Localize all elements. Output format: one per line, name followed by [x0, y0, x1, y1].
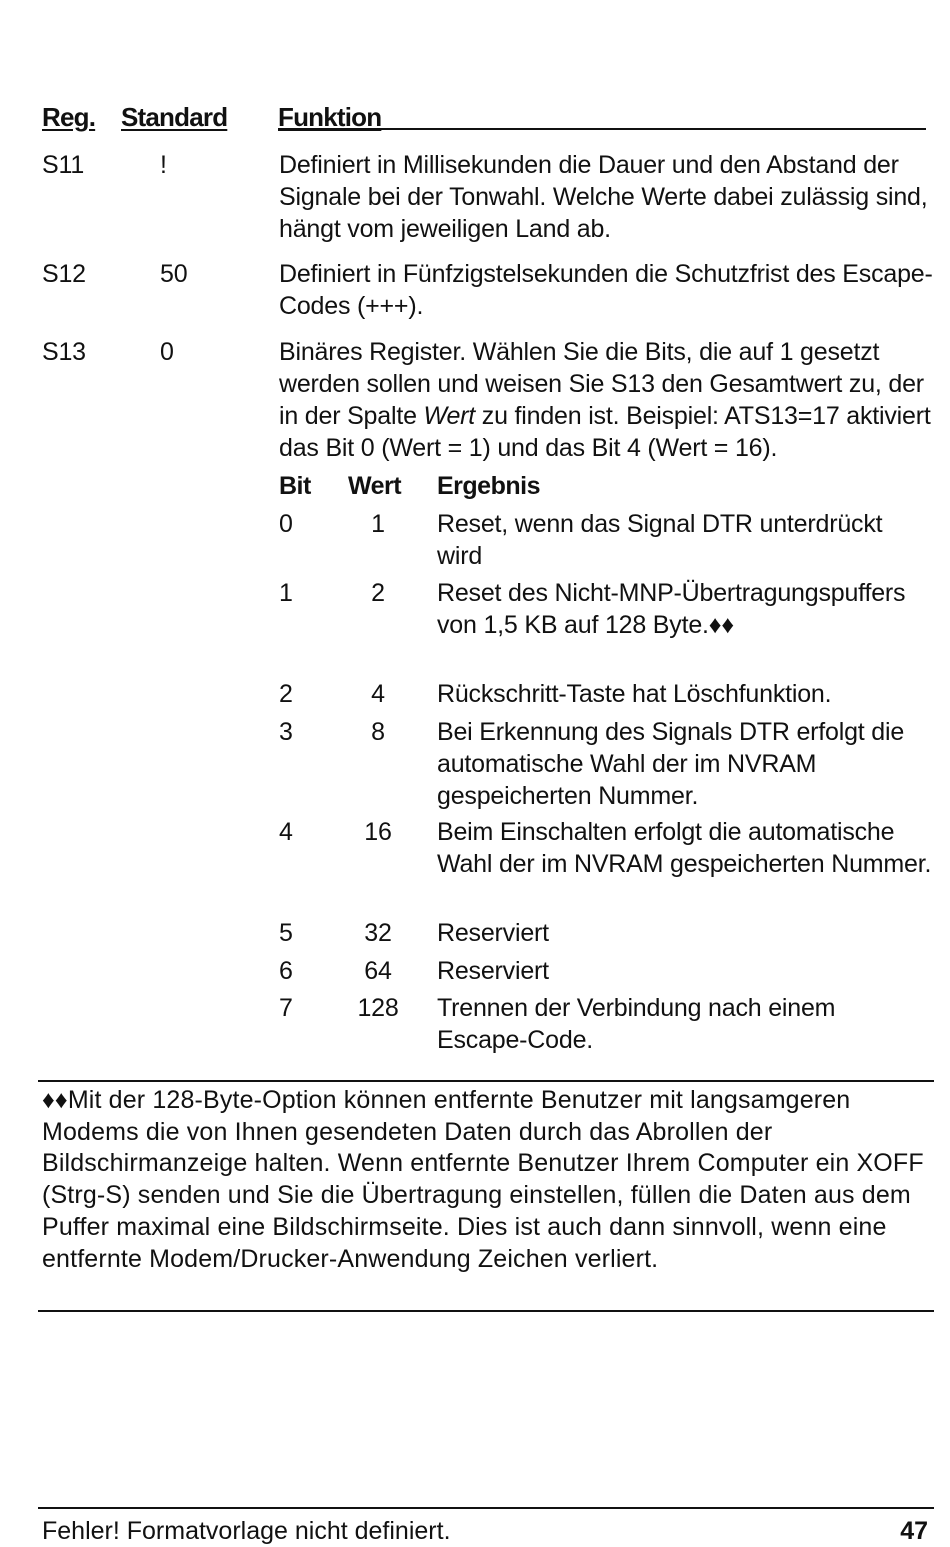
- bit-row-2-wert: 4: [371, 680, 385, 708]
- row-s13-funktion-italic: Wert: [423, 402, 476, 430]
- footnote-text: ♦♦Mit der 128-Byte-Option können entfernte Benutzer mit langsamgeren Modems die von Ihnen gesendeten Daten durch das Abrollen der Bildschirmanzeige halten. Wenn entfernte Benutzer Ihrem Computer ein XOFF (Strg-S) senden und Sie die Übertragung einstellen, füllen die Daten aus dem Puffer maximal eine Bildschirmseite. Dies ist auch dann sinnvoll, wenn eine entfernte Modem/Drucker-Anwendung Zeichen verliert.: [42, 1086, 924, 1273]
- bit-row-7-bit: 7: [279, 994, 293, 1022]
- bit-row-7-ergebnis: Trennen der Verbindung nach einem Escape-Code.: [437, 994, 836, 1054]
- bit-row-7-wert: 128: [357, 994, 399, 1022]
- bit-row-4-wert: 16: [364, 818, 392, 846]
- bit-row-3-bit: 3: [279, 718, 293, 746]
- bit-row-0-ergebnis: Reset, wenn das Signal DTR unterdrückt wird: [437, 510, 883, 570]
- header-funktion: Funktion: [278, 102, 382, 132]
- row-s13-reg: S13: [42, 338, 86, 366]
- row-s12-standard: 50: [160, 260, 188, 288]
- row-s11-reg: S11: [42, 151, 85, 179]
- bit-row-1-wert: 2: [371, 579, 385, 607]
- note-bottom-rule: [38, 1310, 934, 1312]
- bits-header-bit: Bit: [279, 472, 311, 500]
- bit-row-0-bit: 0: [279, 510, 293, 538]
- bit-row-5-wert: 32: [364, 919, 392, 947]
- row-s12-reg: S12: [42, 260, 86, 288]
- footer-text: Fehler! Formatvorlage nicht definiert.: [42, 1517, 451, 1545]
- note-top-rule: [38, 1080, 934, 1082]
- bit-row-6-wert: 64: [364, 957, 392, 985]
- bit-row-6-ergebnis: Reserviert: [437, 957, 549, 985]
- row-s11-funktion: Definiert in Millisekunden die Dauer und den Abstand der Signale bei der Tonwahl. Welche Werte dabei zulässig sind, hängt vom jeweiligen Land ab.: [279, 151, 928, 243]
- bit-row-2-bit: 2: [279, 680, 293, 708]
- bit-row-4-bit: 4: [279, 818, 293, 846]
- header-reg: Reg.: [42, 102, 96, 132]
- row-s13-funktion-part1: Binäres Register. Wählen Sie die Bits, die auf 1 gesetzt werden sollen und weisen Sie S13 den Gesamtwert zu, der in der Spalte: [279, 338, 924, 430]
- bit-row-3-wert: 8: [371, 718, 385, 746]
- header-standard: Standard: [121, 102, 228, 132]
- row-s12-funktion: Definiert in Fünfzigstelsekunden die Schutzfrist des Escape-Codes (+++).: [279, 260, 933, 320]
- page-number: 47: [900, 1517, 928, 1545]
- row-s11-standard: !: [160, 151, 167, 179]
- bit-row-5-ergebnis: Reserviert: [437, 919, 549, 947]
- bits-header-wert: Wert: [348, 472, 402, 500]
- row-s13-funktion-part2: zu finden ist. Beispiel: ATS13=17 aktiviert das Bit 0 (Wert = 1) und das Bit 4 (Wert = 16).: [279, 402, 931, 462]
- bit-row-0-wert: 1: [371, 510, 385, 538]
- bit-row-3-ergebnis: Bei Erkennung des Signals DTR erfolgt die automatische Wahl der im NVRAM gespeicherten Nummer.: [437, 718, 905, 810]
- bit-row-5-bit: 5: [279, 919, 293, 947]
- bit-row-4-ergebnis: Beim Einschalten erfolgt die automatische Wahl der im NVRAM gespeicherten Nummer.: [437, 818, 932, 878]
- bit-row-1-ergebnis: Reset des Nicht-MNP-Übertragungspuffers von 1,5 KB auf 128 Byte.♦♦: [437, 579, 906, 639]
- bit-row-6-bit: 6: [279, 957, 293, 985]
- row-s13-funktion: [279, 336, 939, 464]
- bit-row-1-bit: 1: [279, 579, 293, 607]
- row-s13-standard: 0: [160, 338, 174, 366]
- header-rule: [278, 128, 926, 130]
- bit-row-2-ergebnis: Rückschritt-Taste hat Löschfunktion.: [437, 680, 832, 708]
- footer-rule: [38, 1507, 934, 1509]
- bits-header-ergebnis: Ergebnis: [437, 472, 540, 500]
